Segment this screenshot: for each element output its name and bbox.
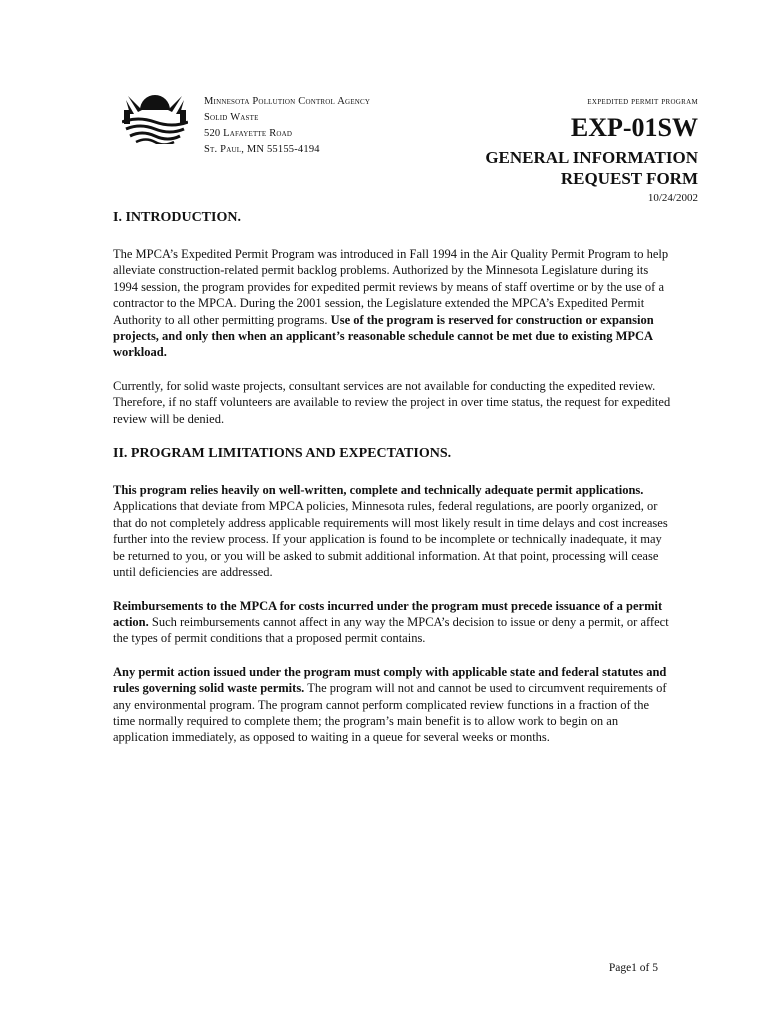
lim-p1-bold: This program relies heavily on well-written, complete and technically adequate permit applications. xyxy=(113,483,644,498)
form-header xyxy=(485,94,698,206)
lim-p1-text: Applications that deviate from MPCA policies, Minnesota rules, federal regulations, are poorly organized, or that do not completely address applicable requirements will most likely result in time delays and cost increases further into the review process. If your application is found to be incomplete or technically inadequate, it may be returned to you, or you will be asked to submit additional information. At that point, processing will cease until deficiencies are addressed. xyxy=(113,499,668,580)
form-title xyxy=(485,147,698,189)
limitations-paragraph-1 xyxy=(113,482,673,580)
section-heading-introduction: I. INTRODUCTION. xyxy=(113,210,241,225)
agency-address xyxy=(204,94,370,158)
form-title-line2: REQUEST FORM xyxy=(560,169,698,188)
agency-name: Minnesota Pollution Control Agency xyxy=(204,96,371,107)
form-date: 10/24/2002 xyxy=(647,192,698,204)
intro-paragraph-2: Currently, for solid waste projects, consultant services are not available for conducting the expedited review. Therefore, if no staff volunteers are available to review the project in over time status, the request for expedited review will be denied. xyxy=(113,378,671,426)
section-heading-limitations: II. PROGRAM LIMITATIONS AND EXPECTATIONS. xyxy=(113,446,452,462)
lim-p2-text: Such reimbursements cannot affect in any way the MPCA’s decision to issue or deny a permit, or affect the types of permit conditions that a proposed permit contains. xyxy=(113,614,669,646)
document-body xyxy=(113,208,673,763)
intro-paragraph-1 xyxy=(113,246,673,361)
program-label: expedited permit program xyxy=(587,97,698,107)
form-code: EXP-01SW xyxy=(570,113,698,142)
lim-p2-bold: Reimbursements to the MPCA for costs incurred under the program must precede issuance of a permit action. xyxy=(113,598,663,629)
agency-city: St. Paul, MN 55155-4194 xyxy=(204,144,320,155)
mpca-logo-icon xyxy=(122,92,188,144)
intro-p1-text: The MPCA’s Expedited Permit Program was introduced in Fall 1994 in the Air Quality Permit Program to help alleviate construction-related permit backlog problems. Authorized by the Minnesota Legislature during its 1994 session, the program provides for expedited permit reviews by means of staff overtime or by the use of a contractor to the MPCA. During the 2001 session, the Legislature extended the MPCA’s Expedited Permit Authority to all other permitting programs. xyxy=(113,247,669,327)
form-title-line1: GENERAL INFORMATION xyxy=(485,148,698,167)
limitations-paragraph-3 xyxy=(113,664,673,746)
page-number: Page1 of 5 xyxy=(608,962,658,974)
lim-p3-bold: Any permit action issued under the program must comply with applicable state and federal statutes and rules governing solid waste permits. xyxy=(113,664,667,696)
intro-p1-bold: Use of the program is reserved for construction or expansion projects, and only then when an applicant’s reasonable schedule cannot be met due to existing MPCA workload. xyxy=(113,312,654,360)
lim-p3-text: The program will not and cannot be used to circumvent requirements of any environmental program. The program cannot perform complicated review functions in a fraction of the time normally required to complete them; the program’s main benefit is to allow work to begin on an application immediately, as opposed to waiting in a queue for several weeks or months. xyxy=(113,681,667,745)
agency-street: 520 Lafayette Road xyxy=(204,128,293,139)
agency-division: Solid Waste xyxy=(204,112,259,123)
limitations-paragraph-2 xyxy=(113,598,673,647)
